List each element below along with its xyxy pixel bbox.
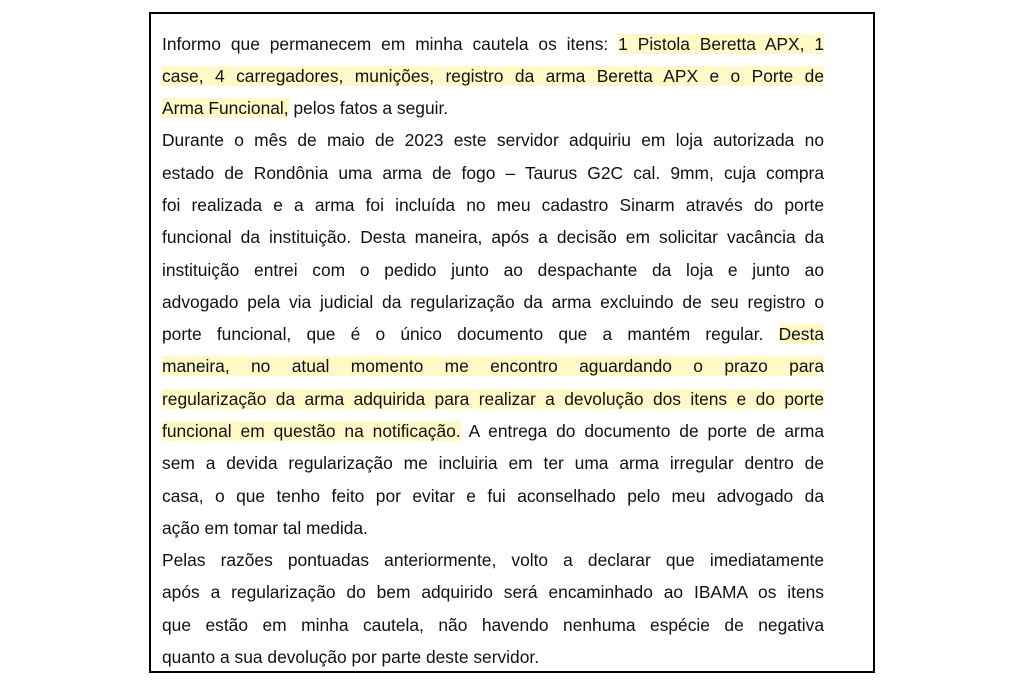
highlighted-text: Desta [778, 324, 824, 344]
document-line [162, 515, 368, 542]
document-line [162, 224, 824, 251]
line-text: ação em tomar tal medida. [162, 518, 368, 538]
document-line [162, 353, 824, 380]
line-text: instituição entrei com o pedido junto ao despachante da loja e junto ao [162, 260, 824, 280]
document-line [162, 321, 824, 348]
document-line [162, 644, 539, 671]
document-line [162, 579, 824, 606]
line-text: advogado pela via judicial da regularização da arma excluindo de seu registro o [162, 292, 824, 312]
line-text: A entrega do documento de porte de arma [460, 421, 824, 441]
document-line [162, 483, 824, 510]
highlighted-text: maneira, no atual momento me encontro aguardando o prazo para [162, 356, 824, 376]
line-text: Durante o mês de maio de 2023 este servidor adquiriu em loja autorizada no [162, 130, 824, 150]
document-line [162, 127, 824, 154]
line-text: Pelas razões pontuadas anteriormente, volto a declarar que imediatamente [162, 550, 824, 570]
line-text: quanto a sua devolução por parte deste servidor. [162, 647, 540, 667]
highlighted-text: 1 Pistola Beretta APX, 1 [618, 34, 825, 54]
document-frame [149, 12, 875, 673]
line-text: foi realizada e a arma foi incluída no meu cadastro Sinarm através do porte [162, 195, 824, 215]
document-line [162, 450, 824, 477]
document-line [162, 257, 824, 284]
document-line [162, 63, 824, 90]
line-text: após a regularização do bem adquirido será encaminhado ao IBAMA os itens [162, 582, 824, 602]
line-text: Informo que permanecem em minha cautela os itens: [162, 34, 619, 54]
highlighted-text: funcional em questão na notificação. [162, 421, 461, 441]
line-text: pelos fatos a seguir. [288, 98, 449, 118]
highlighted-text: case, 4 carregadores, munições, registro da arma Beretta APX e o Porte de [162, 66, 824, 86]
line-text: casa, o que tenho feito por evitar e fui aconselhado pelo meu advogado da [162, 486, 824, 506]
document-line [162, 418, 824, 445]
highlighted-text: regularização da arma adquirida para realizar a devolução dos itens e do porte [162, 389, 824, 409]
document-line [162, 192, 824, 219]
highlighted-text: Arma Funcional, [162, 98, 289, 118]
document-line [162, 612, 824, 639]
document-line [162, 95, 448, 122]
document-line [162, 160, 824, 187]
line-text: funcional da instituição. Desta maneira, após a decisão em solicitar vacância da [162, 227, 824, 247]
document-line [162, 386, 824, 413]
line-text: sem a devida regularização me incluiria em ter uma arma irregular dentro de [162, 453, 824, 473]
document-line [162, 289, 824, 316]
line-text: estado de Rondônia uma arma de fogo – Taurus G2C cal. 9mm, cuja compra [162, 163, 824, 183]
document-line [162, 547, 824, 574]
document-line [162, 31, 824, 58]
line-text: que estão em minha cautela, não havendo nenhuma espécie de negativa [162, 615, 824, 635]
line-text: porte funcional, que é o único documento que a mantém regular. [162, 324, 779, 344]
